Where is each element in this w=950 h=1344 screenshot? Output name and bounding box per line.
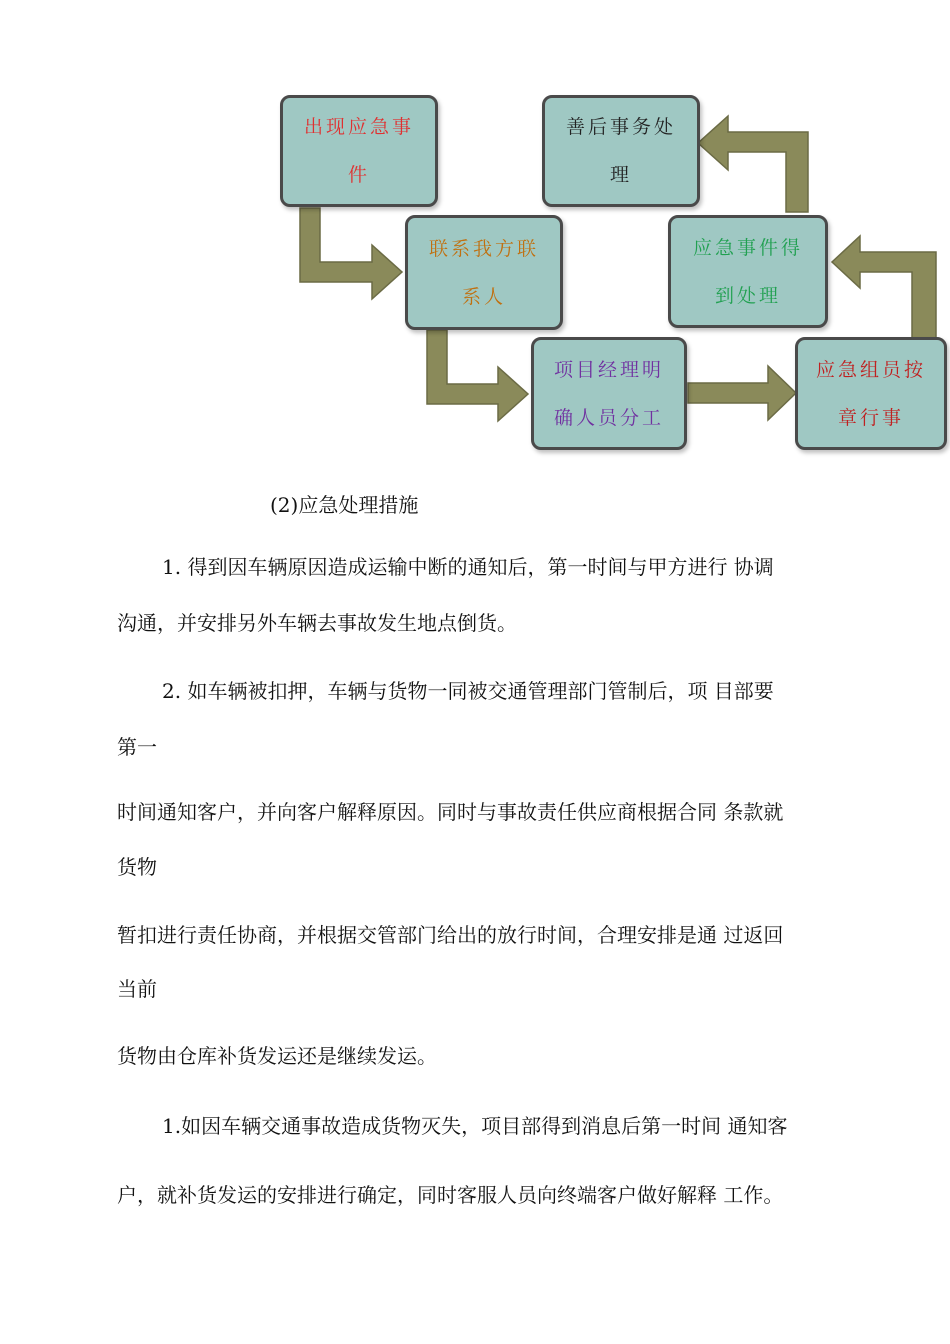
flow-box-aftermath xyxy=(542,95,700,207)
paragraph-line: 2. 如车辆被扣押，车辆与货物一同被交通管理部门管制后，项 目部要 xyxy=(162,679,774,703)
flow-box-event-handled xyxy=(668,215,828,328)
paragraph-line: 当前 xyxy=(117,977,157,1001)
arrow-5-to-6 xyxy=(698,116,808,212)
flow-box-line: 确人员分工 xyxy=(553,406,664,429)
flow-box-line: 出现应急事 xyxy=(303,116,414,138)
paragraph-line: 1.如因车辆交通事故造成货物灭失，项目部得到消息后第一时间 通知客 xyxy=(162,1114,788,1138)
flow-box-line: 章行事 xyxy=(837,406,904,429)
flow-box-line: 系人 xyxy=(461,285,506,308)
flow-box-line: 项目经理明 xyxy=(553,358,664,381)
paragraph-line: 时间通知客户，并向客户解释原因。同时与事故责任供应商根据合同 条款就 xyxy=(117,800,784,824)
paragraph-line: 货物 xyxy=(117,855,157,879)
flow-box-assign-roles xyxy=(531,337,687,450)
emergency-flowchart xyxy=(0,0,950,470)
arrow-4-to-5 xyxy=(832,236,936,338)
flow-box-line: 应急事件得 xyxy=(692,236,803,259)
paragraph-line: 暂扣进行责任协商，并根据交管部门给出的放行时间，合理安排是通 过返回 xyxy=(117,923,784,947)
paragraph-line: 第一 xyxy=(117,735,157,759)
paragraph-line: 1. 得到因车辆原因造成运输中断的通知后，第一时间与甲方进行 协调 xyxy=(162,555,774,579)
arrow-1-to-2 xyxy=(300,208,402,299)
flow-box-line: 联系我方联 xyxy=(428,237,539,260)
flow-box-contact-person xyxy=(405,215,563,330)
paragraph-line: 沟通，并安排另外车辆去事故发生地点倒货。 xyxy=(117,611,517,635)
flow-box-act-by-rules xyxy=(795,337,947,450)
flow-box-emergency-occurs xyxy=(280,95,438,207)
flow-box-line: 善后事务处 xyxy=(565,116,676,138)
flow-box-line: 件 xyxy=(347,164,370,186)
flow-box-line: 理 xyxy=(609,164,632,186)
paragraph-line: 货物由仓库补货发运还是继续发运。 xyxy=(117,1044,437,1068)
paragraph-line: 户，就补货发运的安排进行确定，同时客服人员向终端客户做好解释 工作。 xyxy=(117,1183,784,1207)
arrow-2-to-3 xyxy=(427,330,528,421)
section-title: (2)应急处理措施 xyxy=(270,493,419,517)
flow-box-line: 到处理 xyxy=(714,284,781,307)
flow-box-line: 应急组员按 xyxy=(815,358,926,381)
arrow-3-to-4 xyxy=(688,366,796,420)
